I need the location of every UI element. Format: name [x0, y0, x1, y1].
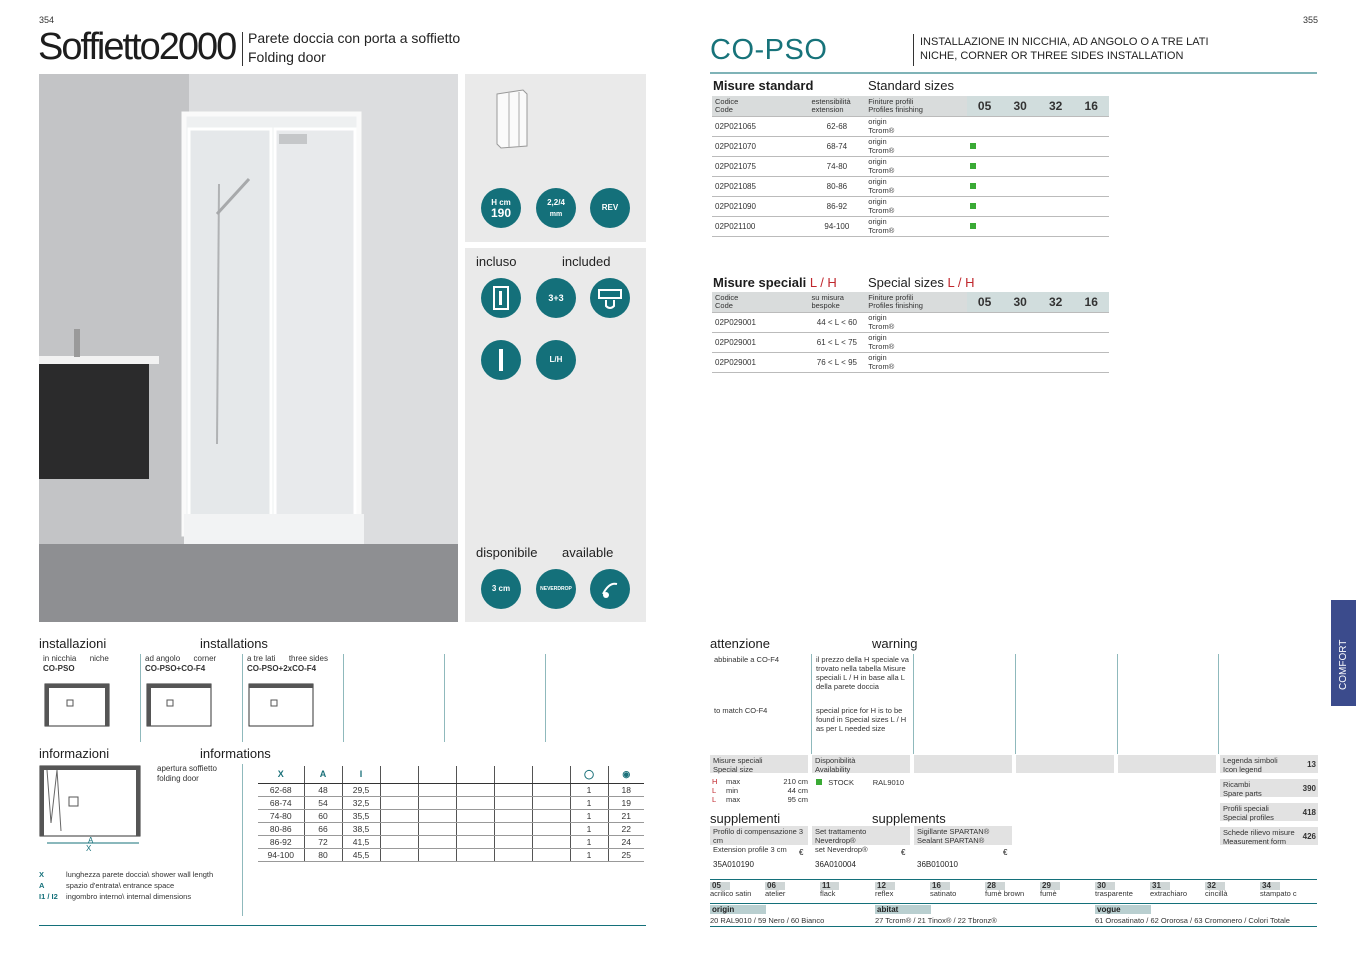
special-sizes-table: Codice Code su misura bespoke Finiture profili Profiles finishing 05 30 32 16 02P029001 44 < L < 60 origin Tcrom® 02P029001 61 < L < 75 origin Tcrom® 02P029001 76 < L < 95 origin Tcrom®	[712, 292, 1109, 373]
legend-list: X lunghezza parete doccia\ shower wall length A spazio d'entrata\ entrance space I1 / I2 ingombro interno\ internal dimensions	[39, 870, 214, 901]
col-divider	[140, 654, 141, 742]
install-corner: ad angolo corner CO-PSO+CO-F4	[145, 654, 217, 673]
col-divider	[1117, 654, 1118, 754]
price-note-it: il prezzo della H speciale va trovato nella tabella Misure speciali L / H in base alla L della parete doccia	[816, 655, 909, 691]
col-divider	[1218, 654, 1219, 754]
currency-symbol: €	[1003, 848, 1008, 857]
special-title-it: Misure speciali L / H	[713, 275, 837, 290]
title-divider	[242, 32, 243, 66]
product-photo	[39, 74, 458, 622]
table-row: 68-74 54 32,5 1 19	[258, 796, 644, 809]
cleaning-icon	[590, 569, 630, 609]
shower-illustration	[39, 74, 458, 622]
table-row: 62-68 48 29,5 1 18	[258, 783, 644, 796]
empty-box	[1118, 755, 1216, 773]
supplement-code: 36A010004	[815, 860, 856, 869]
extension-3cm-icon: 3 cm	[481, 569, 521, 609]
diagram-label-a: A	[88, 836, 94, 845]
stock-row: STOCK RAL9010	[816, 778, 904, 787]
comfort-tab[interactable]: COMFORT	[1331, 600, 1356, 706]
col-divider	[811, 654, 812, 754]
col-divider	[343, 654, 344, 742]
table-row: 02P021070 68-74 origin Tcrom®	[712, 136, 1109, 156]
profile-vogue-label: vogue	[1095, 905, 1151, 914]
side-references	[1220, 755, 1318, 845]
page-number-left: 354	[39, 15, 55, 25]
price-note-en: special price for H is to be found in Special sizes L / H as per L needed size	[816, 706, 907, 733]
col-divider	[1015, 654, 1016, 754]
subtitle-it: Parete doccia con porta a soffietto	[248, 30, 461, 46]
supplement-code: 35A010190	[713, 860, 754, 869]
left-bottom-rule	[39, 925, 646, 926]
right-bottom-rule	[710, 926, 1317, 927]
table-row: 02P021085 80-86 origin Tcrom®	[712, 176, 1109, 196]
currency-symbol: €	[901, 848, 906, 857]
profile-abitat-label: abitat	[875, 905, 931, 914]
standard-title-it: Misure standard	[713, 78, 814, 93]
dimensions-table: X A I ◯ ◉ 62-68 48 29,5 1 18 68-74 54 32,5 1 19 74-80 60 35,5 1 21 80-86 66 38,5 1 22 86-92 72 41,5 1 24 94-100 80 45,5 1 25	[258, 766, 644, 862]
supplement-sealant: Sigillante SPARTAN® Sealant SPARTAN®	[914, 826, 1012, 845]
magnet-profile-icon	[590, 278, 630, 318]
glass-3-3-icon: 3+3	[536, 278, 576, 318]
handle-icon	[481, 278, 521, 318]
table-row: 02P029001 61 < L < 75 origin Tcrom®	[712, 332, 1109, 352]
neverdrop-icon: NEVERDROP	[536, 569, 576, 609]
available-label-en: available	[562, 545, 614, 560]
weight-icon: ◉	[608, 766, 644, 783]
empty-box	[914, 755, 1012, 773]
col-divider	[242, 654, 243, 742]
install-three-sides: a tre lati three sides CO-PSO+2xCO-F4	[247, 654, 328, 673]
glass-finish-06: 06 atelier	[765, 881, 786, 898]
install-en: NICHE, CORNER OR THREE SIDES INSTALLATION	[920, 50, 1184, 62]
special-title-en: Special sizes L / H	[868, 275, 975, 290]
profile-abitat-text: 27 Tcrom® / 21 Tinox® / 22 Tbronz®	[875, 916, 997, 925]
supplements-label-it: supplementi	[710, 811, 781, 826]
combine-it: abbinabile a CO-F4	[714, 655, 780, 664]
standard-title-en: Standard sizes	[868, 78, 954, 93]
col-divider	[242, 764, 243, 916]
informations-label-en: informations	[200, 746, 271, 761]
header-rule	[710, 72, 1317, 74]
stock-dot	[970, 223, 976, 229]
stock-dot	[970, 163, 976, 169]
product-title: Soffietto2000	[38, 26, 236, 68]
product-thumbnail	[493, 88, 531, 150]
empty-box	[1016, 755, 1114, 773]
table-row: 94-100 80 45,5 1 25	[258, 848, 644, 861]
table-row: 74-80 60 35,5 1 21	[258, 809, 644, 822]
lh-adjust-icon: L/H	[536, 340, 576, 380]
opening-text: apertura soffietto folding door	[157, 764, 217, 783]
col-divider	[545, 654, 546, 742]
model-divider	[913, 34, 914, 66]
special-size-values: H max 210 cm L min 44 cm L max 95 cm	[712, 777, 808, 804]
supplement-code: 36B010010	[917, 860, 958, 869]
finishes-rule	[710, 879, 1317, 880]
standard-sizes-table: Codice Code estensibilità extension Finiture profili Profiles finishing 05 30 32 16 02P021065 62-68 origin Tcrom® 02P021070 68-74 origin Tcrom® 02P021075 74-80 origin Tcrom® 02P021085 80-86 origin Tcrom® 02P021090 86-92 origin Tcrom® 02P021100 94-100 origin Tcrom®	[712, 96, 1109, 237]
three-sides-diagram	[247, 682, 315, 728]
corner-diagram	[145, 682, 213, 728]
col-divider	[444, 654, 445, 742]
ref-special-profiles: Profili speciali Special profiles 418	[1220, 803, 1318, 821]
thickness-icon: 2,2/4 mm	[536, 188, 576, 228]
warning-label-it: attenzione	[710, 636, 770, 651]
glass-finish-12: 12 reflex	[875, 881, 894, 898]
table-row: 02P021100 94-100 origin Tcrom®	[712, 216, 1109, 236]
install-niche: in nicchia niche CO-PSO	[43, 654, 109, 673]
diagram-label-x: X	[86, 844, 92, 853]
table-row: 80-86 66 38,5 1 22	[258, 822, 644, 835]
profile-origin-label: origin	[710, 905, 766, 914]
glass-finish-29: 29 fumè	[1040, 882, 1060, 898]
special-size-box: Misure speciali Special size	[710, 755, 808, 773]
table-row: 02P029001 44 < L < 60 origin Tcrom®	[712, 312, 1109, 332]
available-label-it: disponibile	[476, 545, 538, 560]
reversible-icon: REV	[590, 188, 630, 228]
profile-origin-text: 20 RAL9010 / 59 Nero / 60 Bianco	[710, 916, 825, 925]
included-label-en: included	[562, 254, 611, 269]
table-row: 02P021090 86-92 origin Tcrom®	[712, 196, 1109, 216]
glass-finish-30: 30 trasparente	[1095, 881, 1133, 898]
wall-profile-icon	[481, 340, 521, 380]
table-row: 86-92 72 41,5 1 24	[258, 835, 644, 848]
install-it: INSTALLAZIONE IN NICCHIA, AD ANGOLO O A TRE LATI	[920, 36, 1209, 48]
installations-label-it: installazioni	[39, 636, 107, 651]
stock-dot	[970, 183, 976, 189]
profile-vogue-text: 61 Orosatinato / 62 Ororosa / 63 Cromonero / Colori Totale	[1095, 916, 1290, 925]
stock-dot	[970, 203, 976, 209]
combine-en: to match CO-F4	[714, 706, 768, 715]
model-code: CO-PSO	[710, 34, 828, 66]
table-row: 02P021065 62-68 origin Tcrom®	[712, 116, 1109, 136]
height-190-icon: H cm 190	[481, 188, 521, 228]
glass-finish-05: 05 acrilico satin	[710, 881, 752, 898]
col-divider	[913, 654, 914, 754]
glass-finish-31: 31 extrachiaro	[1150, 881, 1188, 898]
supplement-extension: Profilo di compensazione 3 cm Extension profile 3 cm	[710, 826, 808, 845]
ref-icon-legend: Legenda simboli Icon legend 13	[1220, 755, 1318, 773]
stock-dot	[970, 143, 976, 149]
table-row: 02P021075 74-80 origin Tcrom®	[712, 156, 1109, 176]
water-icon: ◯	[570, 766, 608, 783]
stock-dot	[816, 779, 822, 785]
currency-symbol: €	[799, 848, 804, 857]
installations-label-en: installations	[200, 636, 268, 651]
glass-finish-16: 16 satinato	[930, 881, 957, 898]
page-number-right: 355	[1303, 15, 1319, 25]
glass-finish-28: 28 fumè brown	[985, 881, 1025, 898]
availability-box: Disponibilità Availability	[812, 755, 910, 773]
included-label-it: incluso	[476, 254, 517, 269]
warning-label-en: warning	[872, 636, 918, 651]
ref-spare-parts: Ricambi Spare parts 390	[1220, 779, 1318, 797]
subtitle-en: Folding door	[248, 49, 326, 65]
glass-finish-32: 32 cincillà	[1205, 881, 1228, 898]
ref-measurement-form: Schede rilievo misure Measurement form 426	[1220, 827, 1318, 845]
table-row: 02P029001 76 < L < 95 origin Tcrom®	[712, 352, 1109, 372]
informations-label-it: informazioni	[39, 746, 110, 761]
glass-finish-34: 34 stampato c	[1260, 881, 1297, 898]
supplements-label-en: supplements	[872, 811, 946, 826]
niche-diagram	[43, 682, 111, 728]
profiles-rule	[710, 903, 1317, 904]
supplement-neverdrop: Set trattamento Neverdrop® set Neverdrop®	[812, 826, 910, 845]
glass-finish-11: 11 flack	[820, 882, 839, 898]
